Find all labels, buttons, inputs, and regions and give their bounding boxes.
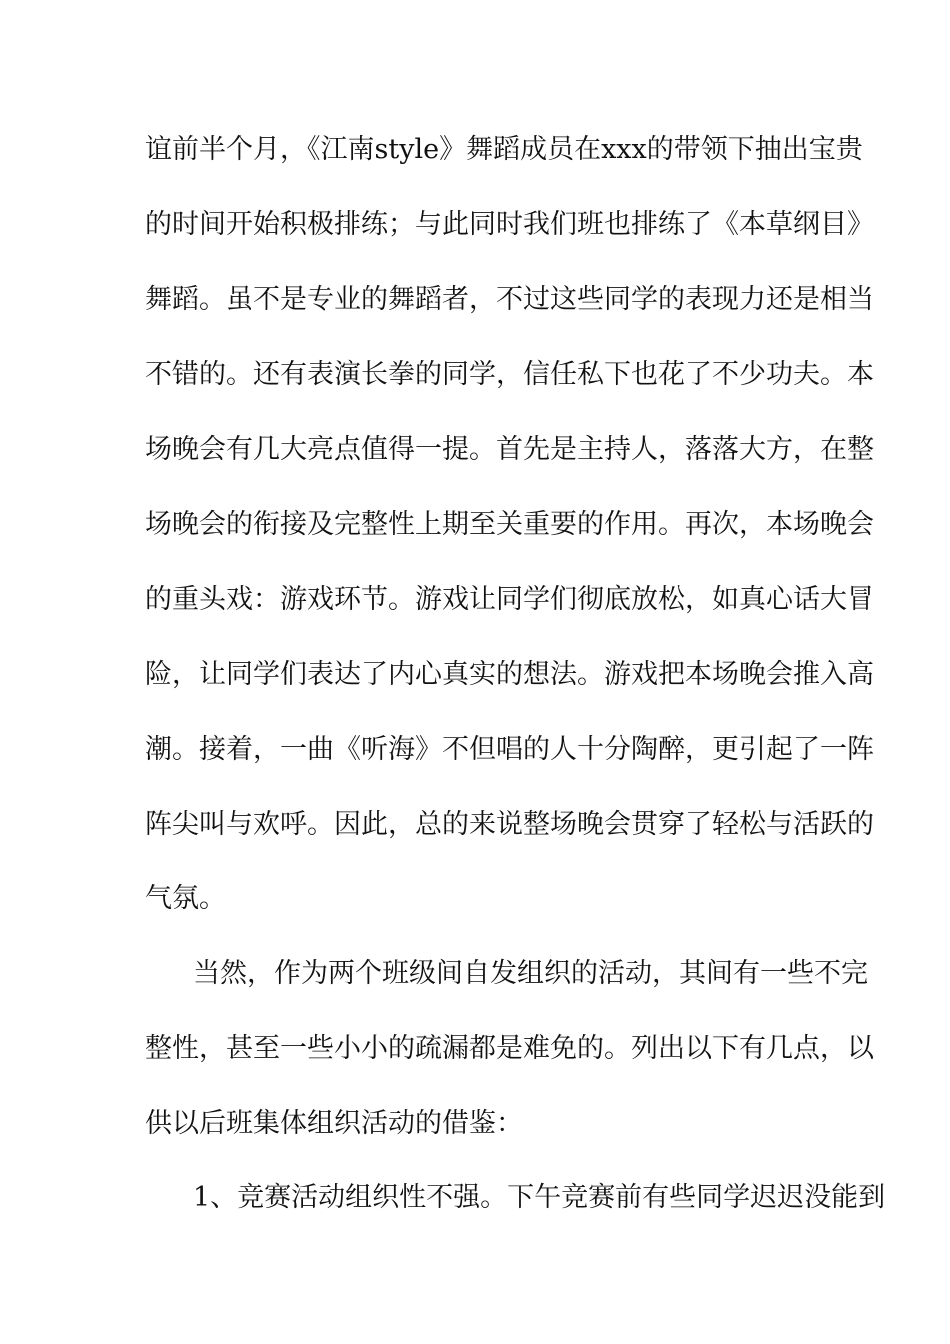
text-line: 当然，作为两个班级间自发组织的活动，其间有一些不完 (193, 958, 868, 989)
text-line: 气氛。 (145, 883, 226, 914)
text-line: 潮。接着，一曲《听海》不但唱的人十分陶醉，更引起了一阵 (145, 734, 874, 765)
text-line: 场晚会的衔接及完整性上期至关重要的作用。再次，本场晚会 (145, 509, 874, 540)
text-line: 不错的。还有表演长拳的同学，信任私下也花了不少功夫。本 (145, 359, 874, 390)
text-line: 1、竞赛活动组织性不强。下午竞赛前有些同学迟迟没能到 (193, 1182, 886, 1213)
text-line: 险，让同学们表达了内心真实的想法。游戏把本场晚会推入高 (145, 659, 874, 690)
text-line: 阵尖叫与欢呼。因此，总的来说整场晚会贯穿了轻松与活跃的 (145, 809, 874, 840)
text-line: 的时间开始积极排练；与此同时我们班也排练了《本草纲目》 (145, 209, 874, 240)
text-line: 场晚会有几大亮点值得一提。首先是主持人，落落大方，在整 (145, 434, 874, 465)
text-line: 谊前半个月，《江南style》舞蹈成员在xxx的带领下抽出宝贵 (145, 134, 863, 165)
text-line: 舞蹈。虽不是专业的舞蹈者，不过这些同学的表现力还是相当 (145, 284, 874, 315)
text-line: 整性，甚至一些小小的疏漏都是难免的。列出以下有几点，以 (145, 1033, 874, 1064)
text-line: 的重头戏：游戏环节。游戏让同学们彻底放松，如真心话大冒 (145, 584, 874, 615)
text-line: 供以后班集体组织活动的借鉴： (145, 1108, 523, 1139)
